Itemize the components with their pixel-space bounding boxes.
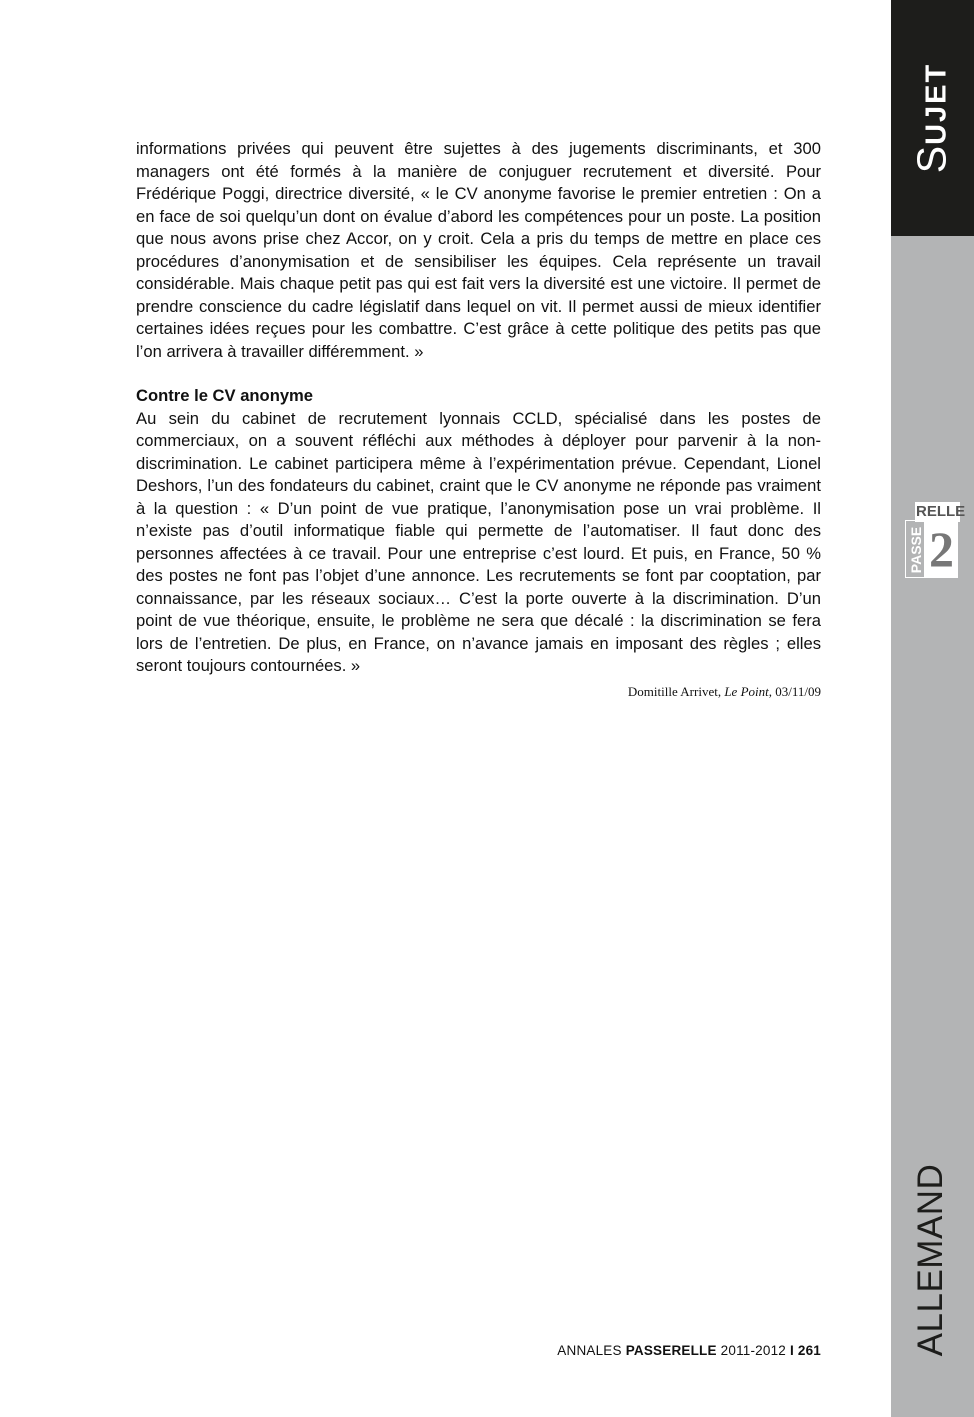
footer-prefix: ANNALES: [557, 1343, 622, 1358]
logo-number: 2: [929, 521, 954, 577]
logo-passe: PASSE: [908, 526, 924, 574]
section-label: [909, 63, 956, 174]
paragraph-gap: [136, 363, 821, 385]
page-number: 261: [797, 1343, 821, 1358]
section-label-initial: S: [908, 144, 955, 174]
footer-years: 2011-2012: [720, 1343, 787, 1358]
paragraph: informations privées qui peuvent être sujettes à des jugements discriminants, et 300 managers ont été formés à la manière de conjuguer recrutement et diversité. Pour Frédérique Poggi, directrice diversité, « le CV anonyme favorise le premier entretien : On a en face de soi quelqu’un dont on évalue d’abord les compétences pour un poste. La position que nous avons prise chez Accor, on y croit. Cela a pris du temps de mettre en place ces procédures d’anonymisation et de sensibiliser les équipes. Cela représente un travail considérable. Mais chaque petit pas qui est fait vers la diversité est une victoire. Il permet de prendre conscience du cadre législatif dans lequel on vit. Il permet aussi de mieux identifier certaines idées reçues pour les combattre. C’est grâce à cette politique des petits pas que l’on arrivera à travailler différemment. »: [136, 139, 821, 361]
footer-brand: PASSERELLE: [625, 1343, 717, 1358]
sidebar: [891, 0, 974, 1417]
source-date: , 03/11/09: [768, 683, 821, 699]
logo-passe-box: [905, 520, 925, 578]
section-heading: Contre le CV anonyme: [136, 386, 314, 405]
source-author: Domitille Arrivet,: [627, 683, 722, 699]
logo-number-box: [925, 520, 958, 578]
page-footer: [557, 1343, 821, 1358]
logo-relle: RELLE: [916, 503, 966, 520]
section-label-rest: UJET: [920, 62, 953, 145]
footer-separator: I: [789, 1343, 794, 1358]
paragraph: Au sein du cabinet de recrutement lyonnais CCLD, spécialisé dans les postes de commerciaux, on a souvent réfléchi aux méthodes à déployer pour parvenir à la non-discrimination. Le cabinet participera même à l’expérimentation prévue. Cependant, Lionel Deshors, l’un des fondateurs du cabinet, craint que le CV anonyme ne réponde pas vraiment à la question : « D’un point de vue pratique, l’anonymisation pose un vrai problème. Il n’existe pas d’outil informatique fiable qui permette de l’automatiser. Il faut donc des personnes affectées à ce travail. Pour une entreprise c’est lourd. Et puis, en France, 50 % des postes ne font pas l’objet d’une annonce. Les recrutements se font par cooptation, par connaissance, par les réseaux sociaux… C’est la porte ouverte à la discrimination. D’un point de vue théorique, ensuite, le problème ne sera que décalé : la discrimination se fera lors de l’entretien. De plus, en France, on n’avance jamais en imposant des règles ; elles seront toujours contournées. »: [136, 408, 821, 675]
subject-label: ALLEMAND: [911, 1163, 950, 1357]
sidebar-header: [891, 0, 974, 236]
passerelle-logo: [905, 502, 966, 578]
article-body: [136, 138, 821, 701]
source-publication: Le Point: [724, 683, 769, 699]
source-citation: [136, 683, 821, 701]
